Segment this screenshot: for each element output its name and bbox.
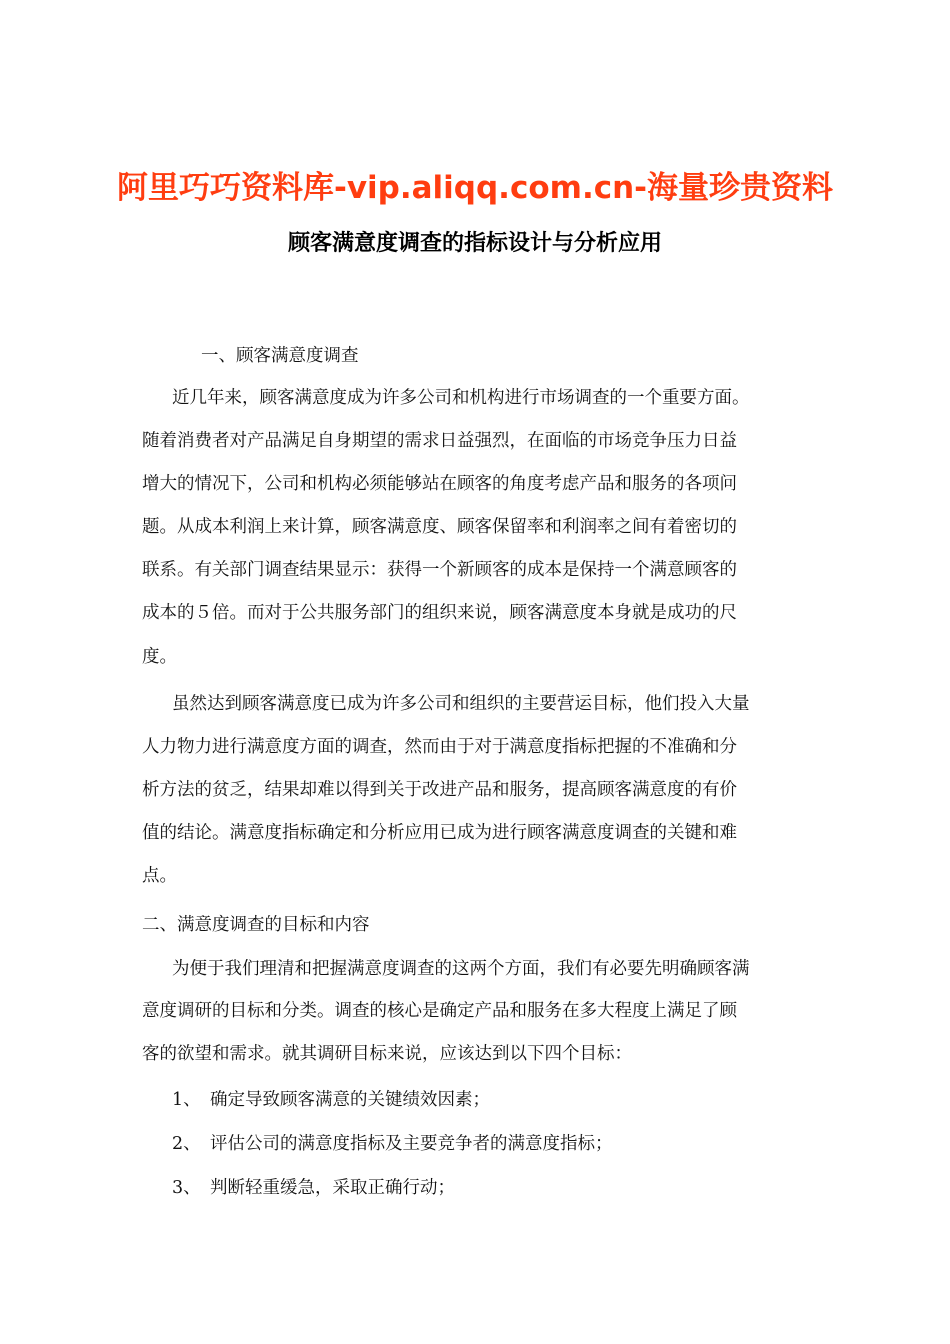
paragraph-line: 近几年来，顾客满意度成为许多公司和机构进行市场调查的一个重要方面。 [172, 388, 750, 408]
paragraph-line: 客的欲望和需求。就其调研目标来说，应该达到以下四个目标： [142, 1044, 632, 1064]
list-item-number: 2、 [172, 1134, 201, 1154]
section-2-heading: 二、满意度调查的目标和内容 [142, 915, 370, 935]
list-item-text: 确定导致顾客满意的关键绩效因素； [210, 1090, 490, 1110]
paragraph-line: 析方法的贫乏，结果却难以得到关于改进产品和服务，提高顾客满意度的有价 [142, 780, 737, 800]
list-item-number: 1、 [172, 1090, 201, 1110]
list-item [172, 1130, 842, 1158]
list-item-text: 判断轻重缓急，采取正确行动； [210, 1178, 455, 1198]
paragraph-line: 点。 [142, 866, 177, 886]
paragraph-line: 意度调研的目标和分类。调查的核心是确定产品和服务在多大程度上满足了顾 [142, 1001, 737, 1021]
paragraph-line: 值的结论。满意度指标确定和分析应用已成为进行顾客满意度调查的关键和难 [142, 823, 737, 843]
paragraph-line: 人力物力进行满意度方面的调查，然而由于对于满意度指标把握的不准确和分 [142, 737, 737, 757]
banner-header: 阿里巧巧资料库-vip.aliqq.com.cn-海量珍贵资料 [116, 170, 834, 206]
paragraph-line: 题。从成本利润上来计算，顾客满意度、顾客保留率和利润率之间有着密切的 [142, 517, 737, 537]
paragraph-line: 为便于我们理清和把握满意度调查的这两个方面，我们有必要先明确顾客满 [172, 959, 750, 979]
paragraph-line: 成本的５倍。而对于公共服务部门的组织来说，顾客满意度本身就是成功的尺 [142, 603, 737, 623]
paragraph-line: 度。 [142, 647, 177, 667]
paragraph-line: 虽然达到顾客满意度已成为许多公司和组织的主要营运目标，他们投入大量 [172, 694, 750, 714]
paragraph-line: 联系。有关部门调查结果显示：获得一个新顾客的成本是保持一个满意顾客的 [142, 560, 737, 580]
paragraph-line: 增大的情况下，公司和机构必须能够站在顾客的角度考虑产品和服务的各项问 [142, 474, 737, 494]
section-1-heading: 一、顾客满意度调查 [201, 346, 359, 366]
document-title: 顾客满意度调查的指标设计与分析应用 [287, 231, 662, 256]
list-item [172, 1086, 842, 1114]
list-item [172, 1174, 842, 1202]
list-item-number: 3、 [172, 1178, 201, 1198]
paragraph-line: 随着消费者对产品满足自身期望的需求日益强烈，在面临的市场竞争压力日益 [142, 431, 737, 451]
list-item-text: 评估公司的满意度指标及主要竞争者的满意度指标； [210, 1134, 613, 1154]
